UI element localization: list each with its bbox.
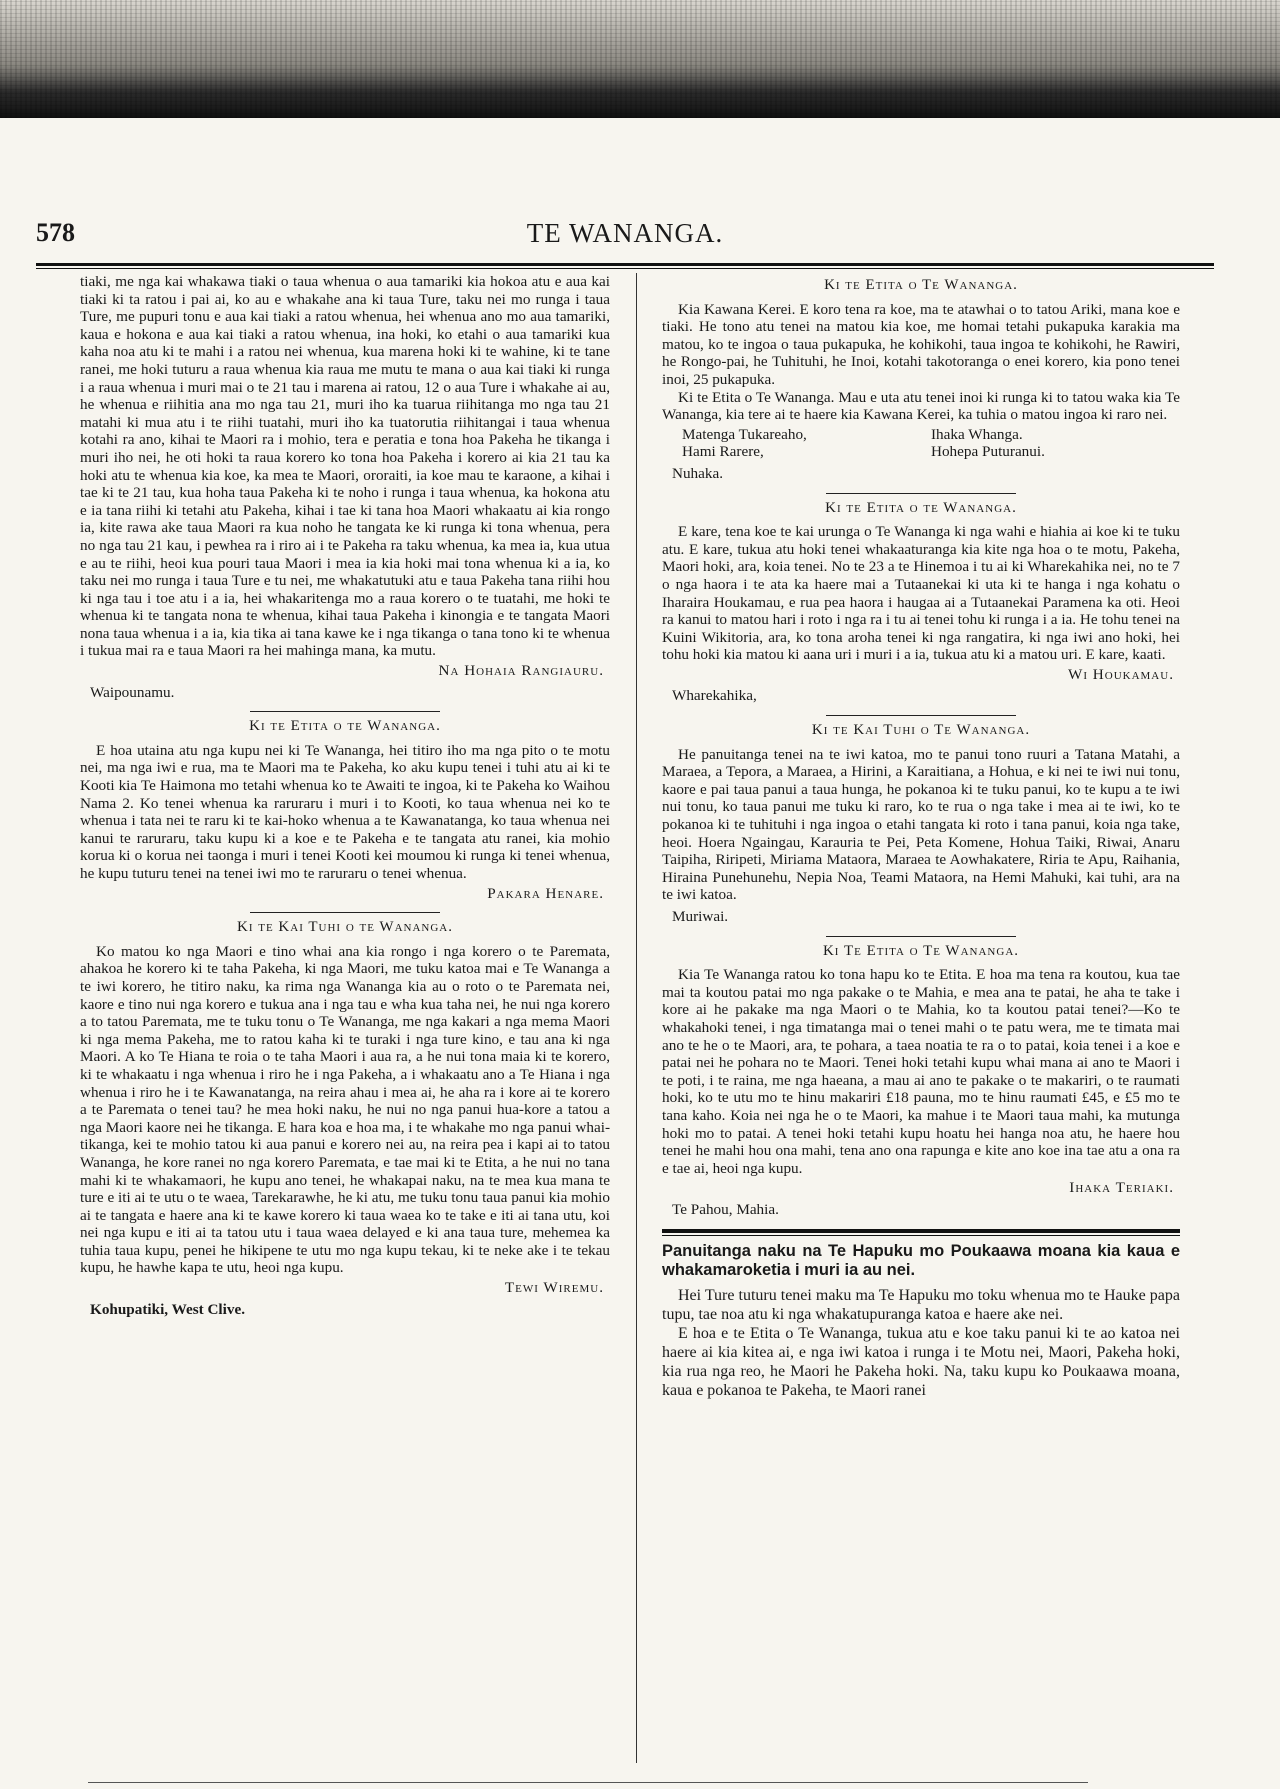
letter-heading-kai-tuhi: Ki te Kai Tuhi o te Wananga. [237,919,453,936]
signatory-name: Hami Rarere, [682,443,764,461]
signatory-name: Ihaka Whanga. [931,425,1023,443]
place-nuhaka: Nuhaka. [672,464,724,482]
left-column [80,273,610,1322]
place-kohupatiki: Kohupatiki, West Clive. [90,1300,245,1318]
letter-heading-kai-tuhi-2: Ki te Kai Tuhi o Te Wananga. [811,722,1031,739]
masthead-title: TE WANANGA. [526,218,724,248]
signature-pakara: Pakara Henare. [487,884,604,902]
letter-heading-etita-1: Ki te Etita o Te Wananga. [824,277,1018,293]
notice-rule [662,1229,1180,1236]
place-waipounamu: Waipounamu. [90,683,175,701]
letter-body-houkamau: E kare, tena koe te kai urunga o Te Wananga ki nga wahi e hiahia ai koe ki te tuku atu. E kare, tukua atu hoki tenei whakaaturanga kia kite nga hoa o te motu, Pakeha, Maori hoki, ara, koia tenei. No te 23 a te Hinemoa i tu ai ki Wharekahika nei, no te 7 o nga haora i te ata ka haere mai a Tutaanekai ki uta ki te hanga i nga kohatu o Iharaira Houkamau, e rua pea haora i haugaa ai a Tutaanekai Paramena ka oti. Heoi ra kanui to matou hari i roto i nga ra i tu ai tenei tohu ki runga i a ia. He tohu tenei na Kuini Wikitoria, ara, ko tona aroha tenei ki nga rangatira, ki nga iwi ano hoki, hei tohu hoki kia matou ki aana uri i muri i a ia, tukua atu ki a matou uri. E kare, kaati. [662,523,1180,664]
notice-body-2: E hoa e te Etita o Te Wananga, tukua atu e koe taku panui ki te ao katoa nei haere ai kia kitea ai, e nga iwi katoa i runga i te Motu nei, Maori, Pakeha hoki, kia rua nga reo, he Maori he Pakeha hoki. Na, taku kupu ko Poukaawa moana, kaua e pokanoa te Pakeha, te Maori ranei [662,1324,1180,1399]
signatory-list [682,426,1180,461]
page-number: 578 [36,218,75,247]
letter-body-inoi: Ki te Etita o Te Wananga. Mau e uta atu tenei inoi ki runga ki to tatou waka kia Te Wananga, kia tere ai te haere kia Kawana Kerei, ka tuhia o matou ingoa ki raro nei. [662,388,1180,424]
signature-teriaki: Ihaka Teriaki. [1069,1179,1174,1197]
right-column [662,273,1180,1400]
place-muriwai: Muriwai. [672,908,729,925]
page-header [36,218,1214,258]
scan-margin-strip [0,0,1280,118]
header-rule [36,263,1214,269]
letter-heading-etita-3: Ki Te Etita o Te Wananga. [822,942,1020,959]
signature-tewi: Tewi Wiremu. [504,1279,604,1297]
signature-houkamau: Wi Houkamau. [1067,665,1174,683]
letter-heading-etita-2: Ki te Etita o te Wananga. [825,499,1017,516]
section-rule [250,711,440,712]
letter-body-kawana: Kia Kawana Kerei. E koro tena ra koe, ma te atawhai o to tatou Ariki, mana koe e tiaki. He tono atu tenei na matou kia koe, me homai tetahi pukapuka karakia ma matou, ko te ingoa o taua pukapuka, he kohikohi, taua ingoa te kohikohi, he Rawiri, he Rongo-pai, he Tuhituhi, he Inoi, kotahi takotoranga o enei korero, kia pono tenei inoi, 25 pukapuka. [662,300,1180,388]
notice-body-1: Hei Ture tuturu tenei maku ma Te Hapuku mo toku whenua mo te Hauke papa tupu, tae noa atu ki nga whakatupuranga katoa e haere ake nei. [662,1286,1180,1323]
letter-body-pakara: E hoa utaina atu nga kupu nei ki Te Wananga, hei titiro iho ma nga pito o te motu nei, ma nga iwi e rua, ma te Maori ma te Pakeha, ko aku kupu tenei i tuhi atu ai ki te Kooti kia Te Haimona mo tetahi whenua ko te Awaiti te ingoa, ki te Pakeha ko Waihou Nama 2. Ko tenei whenua ka raruraru i muri i to Kooti, ko taua whenua nei ko te whenua i tata nei te raru ki te kai-hoko whenua a te Kawanatanga, ko taua whenua nei kanui te raruraru, taku kupu ki a koe e te Pakeha e te tangata atu ranei, kia mohio korua ki o korua nei taonga i muri i tenei Kooti kei moumou ki runga ki tenei whenua, he kupu tuturu tenei na tenei iwi mo te raruraru o tenei whenua. [80,741,610,882]
letter-heading-etita: Ki te Etita o te Wananga. [249,718,441,735]
section-rule [826,715,1016,716]
column-divider [636,273,637,1763]
notice-title: Panuitanga naku na Te Hapuku mo Poukaawa moana kia kaua e whakamaroketia i muri ia au nei. [662,1241,1180,1279]
continued-letter-body: tiaki, me nga kai whakawa tiaki o taua whenua o aua tamariki kia hokoa atu e aua kai tiaki ki ta ratou i pai ai, ko au e whakahe ana ki taua Ture, taku nei mo runga i taua Ture, me pupuri tonu e aua kai tiaki a ratou whenua, hei whenua ano mo aua tamariki, kaua e hokona e aua kai tiaki a ratou whenua, ina hoki, ko etahi o aua tamariki kua kaha noa atu ki te mahi i a ratou nei whenua, kua marena hoki ki te wahine, ki te tane ranei, me hoki tuturu a raua whenua kia raua me mutu te mana o aua kai tiaki ki runga i a raua whenua i muri mai o te 21 tau i marena ai ratou, 12 o aua Ture i whakahe ai au, he whenua e riihitia ana mo nga tau 21, muri iho ka tuarua riihitanga mo nga tau 21 matahi ki mua atu i te riihi tuatahi, muri iho ka tuatorutia riihitangai i taua whenua kotahi ra ano, kihai te Maori ra i mohio, tera e peratia e tona hoa Pakeha he tikanga i muri iho nei, he oti hoki ta raua korero ko tona hoa Pakeha i korero ai kia 21 tau ka hoki atu te whenua kia koe, ka mea te Maori, ororaiti, ia koe mau te karaone, a kihai i tae ki te 21 tau, kua hoha taua Pakeha ki te noho i runga i taua whenua, ka hokona atu e ia tana riihi ki tetahi atu Pakeha, kihai i tae ki tana hoa Maori whakaatu ai kia rongo ia, kite rawa ake taua Maori ra kua noho he tangata ke ki runga ki tona whenua, pera no nga tau 21 kau, i pewhea ra i riro ai i te Pakeha ra taku whenua, ka mea ia, kua utua e au te riihi, heoi kua pouri taua Maori i mea ia kia hoki mai tona whenua ki a ia, ko taku nei mo runga i taua Ture e tu nei, me whakatutuki atu e taua Pakeha tana riihi hou ki nga tau i toe atu i a ia, hei whakaritenga mo a raua korero o te tuatahi, me hoki te whenua ki te tangata nona te whenua, kihai taua Pakeha i kinongia e te tangata Maori nona taua whenua i a ia, kia tika ai tana kawe ke i nga tikanga o tana tono ki te whenua i tukua mai ra e taua Maori ra hei mahinga mana, ka mutu. [80,273,610,660]
bottom-rule [88,1782,1088,1783]
section-rule [826,493,1016,494]
place-wharekahika: Wharekahika, [672,687,757,705]
letter-body-teriaki: Kia Te Wananga ratou ko tona hapu ko te Etita. E hoa ma tena ra koutou, kua tae mai ta koutou patai mo nga pakake o te Mahia, e mea ana te patai, he aha te take i kore ai he pakake ma nga Maori o te Mahia, ko ta koutou patai tenei?—Ko te whakahoki tenei, i nga timatanga mai o tenei mahi o te patu wera, me te timata mai ano te he o te Maori, ara, te pohara, a taea noatia te ra o to patai, koia tenei i a koe e patai nei he pohara no te Maori. Tenei hoki tetahi kupu whai mana ai ano te Maori i te poti, i te raina, me nga haeana, a mau ai ano te pakake o te makariri, o te raumati hoki, ko te utu mo te hinu makariri £18 pauna, mo te hinu raumati £45, e £5 mo te tana kaho. Koia nei nga he o te Maori, ka mahue i te Maori taua mahi, ka mutunga hoki mo to patai. A tenei hoki tetahi kupu hoatu hei hanga noa atu, he haere hou tenei he mahi hou ona mahi, tena ano ona rapunga e kite ano koe ina tae atu a ona ra e tae ai, heoi nga kupu. [662,966,1180,1177]
section-rule [250,912,440,913]
section-rule [826,936,1016,937]
place-te-pahou: Te Pahou, Mahia. [672,1200,779,1218]
signatory-name: Hohepa Puturanui. [931,443,1045,461]
signature-hohaia: Na Hohaia Rangiauru. [438,662,604,680]
signatory-name: Matenga Tukareaho, [682,425,807,443]
letter-body-panui: He panuitanga tenei na te iwi katoa, mo te panui tono ruuri a Tatana Matahi, a Maraea, a Tepora, a Maraea, a Hirini, a Karaitiana, a Hohua, e ki nei te iwi nui tonu, kaore e pai taua panui a taua hunga, he pokanoa ki te tuku panui, ko te kupu a te iwi nui tonu, ko taua panui me tuku ki raro, ko te rua o nga take i mea ai te iwi, ko te pokanoa ki te tuhituhi i nga ingoa o etahi tangata ki roto i tana panui, koia nga take, heoi. Hoera Ngaingau, Karauria te Pei, Peta Komene, Hohua Taiki, Riwai, Anaru Taipiha, Riripeti, Miriama Mataora, Maraea te Aowhakatere, Riria te Apu, Raihania, Hiraina Punehunehu, Nepia Noa, Teami Mataora, na Hemi Mahuki, kai tuhi, ara na te iwi katoa. [662,745,1180,904]
letter-body-tewi: Ko matou ko nga Maori e tino whai ana kia rongo i nga korero o te Paremata, ahakoa he korero ki te taha Pakeha, ki nga Maori, me tuku katoa mai e Te Wananga a te iwi korero, he titiro naku, ka rima nga Wananga kia au o roto o te Paremata nei, kaore e tino nui nga korero e tukua ana i nga tau e wha kua taha nei, he nui nga korero a to tatou Paremata, me te tuku tonu o Te Wananga, me nga kakari a nga mema Maori ki nga mema Pakeha, me to ratou kaha ki te turaki i nga ture kino, e tau ana ki nga Maori. A ko Te Hiana te roia o te taha Maori i aua ra, a he nui tona maia ki te korero, ki te whakaatu i nga whenua i riro he i nga Pakeha, a i whakaatu ano a Te Hiana i nga whenua i riro he i te Kawanatanga, na reira ahau i mea ai, he aha ra i kore ai te korero a te Paremata o tenei tau? he mea hoki naku, he nui no nga panui hua-kore a tatou a nga Maori kaore nei he tikanga. E hara koa e hoa ma, i te whakahe mo nga panui whai-tikanga, kei te mohio tatou ki aua panui e korero nei au, na reira pea i kapi ai to tatou Wananga, he kore ranei no nga korero Paremata, e tae mai ki te Etita, a he nui no tana mahi ki te whakamaori, he kupu ano tenei, he whakapai naku, na te mea kua mana te ture e iti ai te utu o te waea, Tarekarawhe, he ki atu, me tuku tonu taua panui kia mohio ai te tangata e haere ana ki te kawe korero ki taua waea ko te take e iti ai tana utu, koi nei nga kupu e iti ai ta tatou utu i taua waea delayed e ki ana taua ture, mehemea ka tuhia taua kupu, penei he hikipene te utu mo nga kupu tekau, ki te neke ake i te tekau kupu, he hawhe kapa te utu, heoi nga kupu. [80,942,610,1277]
